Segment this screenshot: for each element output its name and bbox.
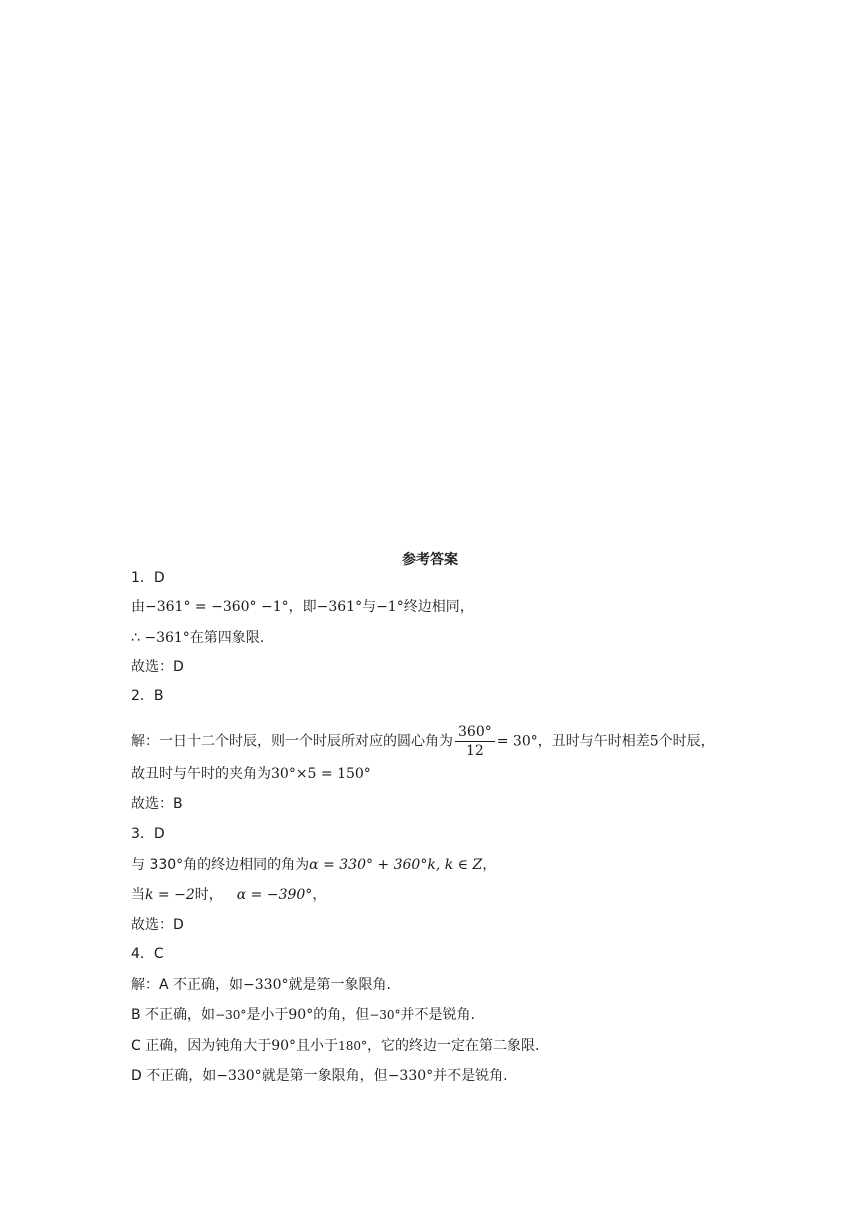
text: 时， — [194, 887, 223, 903]
text: 终边相同， — [403, 599, 474, 615]
math: −30° — [369, 1008, 401, 1022]
text: 解：一日十二个时辰，则一个时辰所对应的圆心角为 — [131, 733, 453, 750]
text: 当 — [131, 887, 145, 903]
math: −361° — [316, 599, 363, 615]
answer-4-line-1 — [131, 975, 391, 995]
text: 由 — [131, 599, 145, 615]
text: ∴ — [131, 630, 145, 646]
text: 并不是锐角. — [400, 1007, 475, 1023]
text: 且小于 — [296, 1038, 339, 1054]
text: ，丑时与午时相差 — [537, 733, 650, 750]
math: 30°×5 = 150° — [271, 766, 371, 782]
text: 并不是锐角. — [433, 1068, 508, 1084]
fraction-numerator: 360° — [455, 723, 495, 742]
answer-4-line-2 — [131, 1005, 475, 1025]
text: ， — [312, 887, 327, 903]
answer-1-line-2 — [131, 628, 264, 648]
answer-4-line-3 — [131, 1036, 539, 1056]
answer-3-line-2 — [131, 885, 326, 905]
answer-4-line-4 — [131, 1066, 508, 1086]
text: ，即 — [288, 599, 317, 615]
text: 的角，但 — [313, 1007, 370, 1023]
fraction — [455, 723, 495, 760]
math: 90° — [288, 1007, 314, 1023]
math: α = −390° — [236, 887, 313, 903]
text: B 不正确，如 — [131, 1007, 216, 1023]
math: 90° — [271, 1038, 297, 1054]
text: 与 — [362, 599, 377, 615]
text: 就是第一象限角. — [288, 977, 391, 993]
text: 是小于 — [246, 1007, 289, 1023]
answer-3-header: 3．D — [131, 826, 165, 842]
answer-4-header: 4．C — [131, 946, 164, 962]
math: −330° — [216, 1068, 262, 1084]
math: = 30° — [496, 733, 538, 750]
text: 在第四象限. — [189, 630, 265, 646]
text: ，它的终边一定在第二象限. — [366, 1038, 540, 1054]
answer-1-line-1 — [131, 597, 474, 617]
answer-2-line-2 — [131, 764, 371, 784]
math: k = −2 — [145, 887, 195, 903]
answer-2-header: 2．B — [131, 688, 164, 704]
math: −330° — [387, 1068, 434, 1084]
math: −361° — [144, 630, 190, 646]
math: −30° — [215, 1008, 247, 1022]
text: 与 330°角的终边相同的角为 — [131, 857, 310, 873]
answer-1-header: 1．D — [131, 570, 165, 586]
fraction-denominator: 12 — [465, 743, 484, 759]
text: 就是第一象限角，但 — [261, 1068, 388, 1084]
text: C 正确，因为钝角大于 — [131, 1038, 272, 1054]
text: 故丑时与午时的夹角为 — [131, 766, 271, 782]
answer-2-line-1 — [131, 723, 715, 760]
answer-1-line-3: 故选：D — [131, 659, 184, 675]
math: 180° — [338, 1039, 367, 1053]
math: −361° = −360° −1° — [145, 599, 289, 615]
page-title: 参考答案 — [402, 552, 458, 568]
math: α = 330° + 360°k, k ∈ Z — [309, 857, 483, 873]
math: 5 — [649, 733, 659, 750]
answer-3-line-3: 故选：D — [131, 917, 184, 933]
text: ， — [482, 857, 497, 873]
math: −1° — [376, 599, 404, 615]
text: 解：A 不正确，如 — [131, 977, 244, 993]
text: 个时辰， — [658, 733, 715, 750]
answer-3-line-1 — [131, 855, 496, 875]
math: −330° — [243, 977, 289, 993]
text: D 不正确，如 — [131, 1068, 217, 1084]
answer-2-line-3: 故选：B — [131, 796, 183, 812]
